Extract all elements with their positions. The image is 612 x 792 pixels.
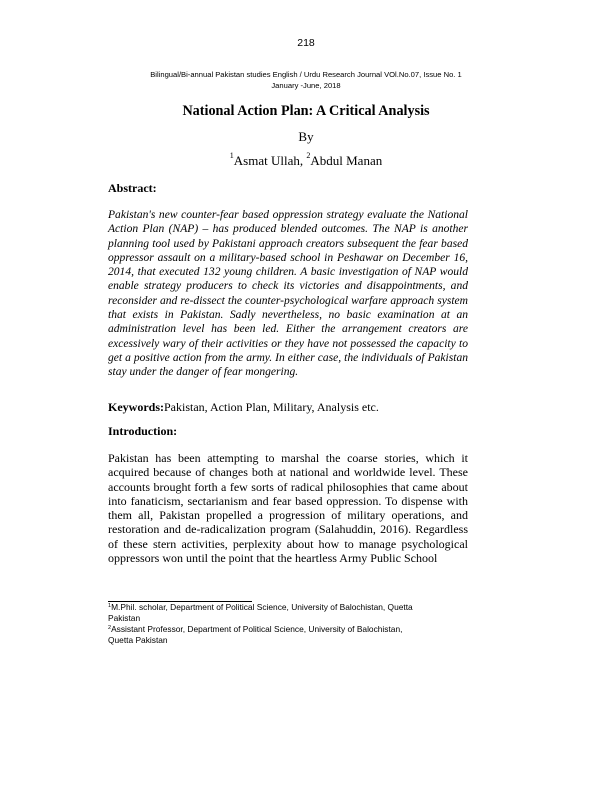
article-title: National Action Plan: A Critical Analysis xyxy=(182,103,430,119)
keywords-label: Keywords: xyxy=(108,400,164,414)
introduction-body: Pakistan has been attempting to marshal the coarse stories, which it acquired because of changes both at national and worldwide level. These accounts brought forth a few sorts of radical philosophies that came about into fanaticism, sectarianism and fear based oppression. To dispense with them all, Pakistan propelled a progression of military operations, and restoration and de-radicalization program (Salahuddin, 2016). Regardless of these stern activities, perplexity about how to manage psychological oppressors won until the point that the heartless Army Public School xyxy=(108,451,468,566)
footnote-1-marker: 1 xyxy=(108,603,112,609)
author-1-name: Asmat Ullah, xyxy=(233,153,304,168)
author-2-marker: 2 xyxy=(306,151,311,160)
footnotes xyxy=(108,602,428,646)
journal-header-line1: Bilingual/Bi-annual Pakistan studies English / Urdu Research Journal VOl.No.07, Issue No. 1 xyxy=(150,70,462,79)
keywords-value: Pakistan, Action Plan, Military, Analysis etc. xyxy=(164,400,379,414)
author-1-marker: 1 xyxy=(229,151,234,160)
footnote-2-text: Assistant Professor, Department of Political Science, University of Balochistan, Quetta Pakistan xyxy=(108,624,403,645)
footnote-1-text: M.Phil. scholar, Department of Political Science, University of Balochistan, Quetta Pakistan xyxy=(108,602,413,623)
page-number: 218 xyxy=(297,37,315,49)
abstract-heading: Abstract: xyxy=(108,181,157,195)
keywords xyxy=(108,400,379,415)
authors xyxy=(100,153,512,169)
author-2-name: Abdul Manan xyxy=(310,153,383,168)
journal-header-line2: January -June, 2018 xyxy=(271,81,341,90)
abstract-body: Pakistan's new counter-fear based oppression strategy evaluate the National Action Plan (NAP) – has produced blended outcomes. The NAP is another planning tool used by Pakistani approach creators subsequent the fear based oppressor assault on a military-based school in Peshawar on December 16, 2014, that executed 132 young children. A basic investigation of NAP would enable strategy producers to check its victories and disappointments, and reconsider and re-dissect the counter-psychological warfare approach system that exists in Pakistan. Sadly nevertheless, no basic examination at an administration level has been led. Either the arrangement creators are excessively wary of their activities or they have not possessed the capacity to get a positive action from the army. In either case, the individuals of Pakistan stay under the danger of fear mongering. xyxy=(108,209,468,379)
footnote-2-marker: 2 xyxy=(108,625,112,631)
journal-header xyxy=(100,69,512,91)
by-line: By xyxy=(298,129,314,144)
introduction-heading: Introduction: xyxy=(108,424,178,438)
footnote-2 xyxy=(108,624,428,646)
footnote-1 xyxy=(108,602,428,624)
